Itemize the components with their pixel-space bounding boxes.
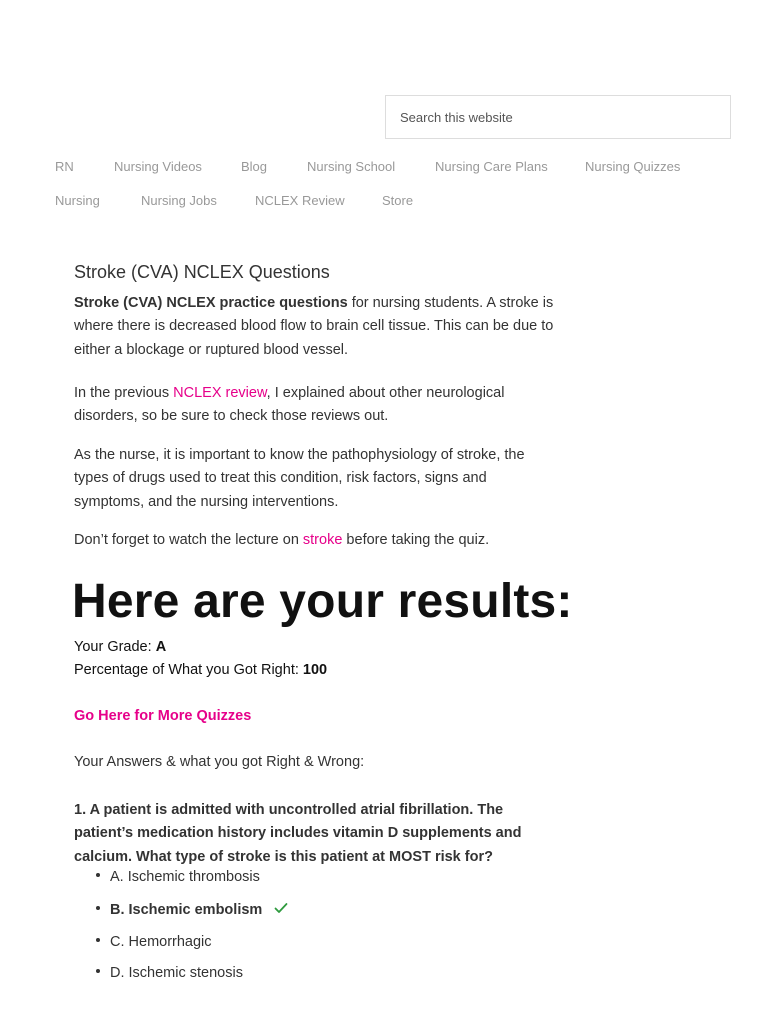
nav-item-nursing-care-plans[interactable]: Nursing Care Plans xyxy=(435,159,548,174)
nav-item-nursing-quizzes[interactable]: Nursing Quizzes xyxy=(585,159,681,174)
intro-paragraph xyxy=(74,292,554,362)
answer-label: C. Hemorrhagic xyxy=(110,934,212,950)
intro-bold-text: Stroke (CVA) NCLEX practice questions xyxy=(74,295,348,311)
paragraph-text: In the previous xyxy=(74,385,174,401)
bullet-icon xyxy=(96,969,100,973)
nav-item-nursing-jobs[interactable]: Nursing Jobs xyxy=(141,193,217,208)
bullet-icon xyxy=(96,938,100,942)
lecture-paragraph xyxy=(74,529,554,552)
nav-item-nclex-review[interactable]: NCLEX Review xyxy=(255,193,345,208)
answer-label: B. Ischemic embolism xyxy=(110,902,263,918)
search-box[interactable] xyxy=(385,95,731,139)
grade-line xyxy=(74,639,166,655)
checkmark-icon xyxy=(274,902,288,918)
answers-label: Your Answers & what you got Right & Wrong: xyxy=(74,754,365,770)
nav-item-nursing-school[interactable]: Nursing School xyxy=(307,159,396,174)
stroke-lecture-link[interactable]: stroke xyxy=(302,532,343,548)
results-heading: Here are your results: xyxy=(72,575,573,628)
intro-text: for nursing students. A stroke is where there is decreased blood flow to brain cell tissue. This can be due to either a blockage or ruptured blood vessel. xyxy=(74,295,554,358)
previous-review-paragraph xyxy=(74,382,554,429)
answer-option xyxy=(96,965,243,981)
nav-item-nursing[interactable]: Nursing xyxy=(55,193,100,208)
nclex-review-link[interactable]: NCLEX review xyxy=(173,385,267,401)
nav-item-store[interactable]: Store xyxy=(382,193,414,208)
nav-item-rn[interactable]: RN xyxy=(55,159,74,174)
question-text: 1. A patient is admitted with uncontrolled atrial fibrillation. The patient’s medication history includes vitamin D supplements and calcium. What type of stroke is this patient at MOST risk for? xyxy=(74,802,522,865)
search-input[interactable] xyxy=(386,96,730,138)
answer-option xyxy=(96,934,212,950)
nav-item-nursing-videos[interactable]: Nursing Videos xyxy=(114,159,202,174)
post-title: Stroke (CVA) NCLEX Questions xyxy=(74,262,330,282)
pathophysiology-paragraph: As the nurse, it is important to know the pathophysiology of stroke, the types of drugs used to treat this condition, risk factors, signs and symptoms, and the nursing interventions. xyxy=(74,447,525,510)
answer-option-selected xyxy=(96,902,288,918)
grade-label: Your Grade: xyxy=(74,639,156,655)
paragraph-text: , I explained about other neurological disorders, so be sure to check those reviews out. xyxy=(74,385,505,425)
bullet-icon xyxy=(96,873,100,877)
percentage-value: 100 xyxy=(302,662,328,678)
paragraph-text: Don’t forget to watch the lecture on xyxy=(74,532,303,548)
answer-option xyxy=(96,869,260,885)
bullet-icon xyxy=(96,906,100,910)
percentage-label: Percentage of What you Got Right: xyxy=(74,662,303,678)
nav-item-blog[interactable]: Blog xyxy=(241,159,268,174)
grade-value: A xyxy=(155,639,167,655)
answer-label: D. Ischemic stenosis xyxy=(110,965,243,981)
percentage-line xyxy=(74,662,327,678)
more-quizzes-link[interactable]: Go Here for More Quizzes xyxy=(74,708,252,724)
paragraph-text: before taking the quiz. xyxy=(342,532,490,548)
answer-label: A. Ischemic thrombosis xyxy=(110,869,260,885)
